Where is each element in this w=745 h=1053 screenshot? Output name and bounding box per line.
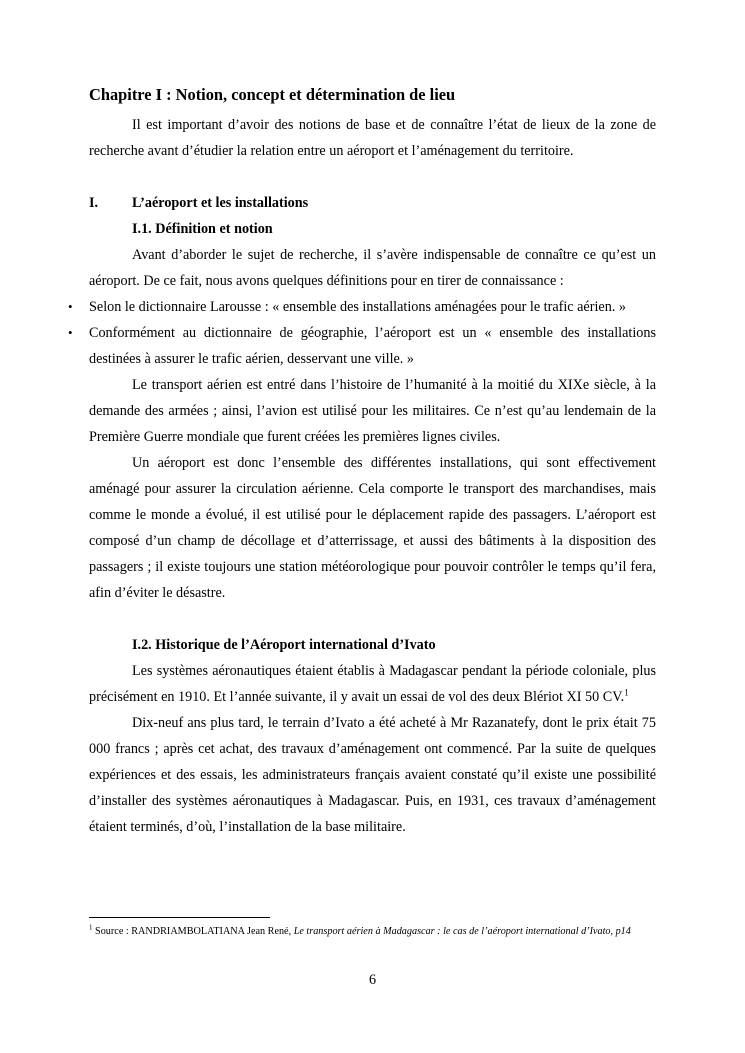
intro-paragraph: Il est important d’avoir des notions de base et de connaître l’état de lieux de la zone de recherche avant d’étudier la relation entre un aéroport et l’aménagement du territoire. (89, 117, 656, 159)
section-heading (89, 190, 656, 216)
bullet-icon: • (68, 299, 73, 314)
list-item (68, 294, 656, 320)
subsection-title-definition: I.1. Définition et notion (132, 221, 273, 237)
colonial-text: Les systèmes aéronautiques étaient établis à Madagascar pendant la période coloniale, plus précisément en 1910. Et l’année suivante, il y avait un essai de vol des deux Blériot XI 50 CV. (89, 663, 656, 705)
history-paragraph: Le transport aérien est entré dans l’histoire de l’humanité à la moitié du XIXe siècle, à la demande des armées ; ainsi, l’avion est utilisé pour les militaires. Ce n’est qu’au lendemain de la Première Guerre mondiale que furent créées les premières lignes civiles. (89, 377, 656, 445)
footnote-number: 1 (89, 923, 93, 932)
airport-paragraph: Un aéroport est donc l’ensemble des différentes installations, qui sont effectivement aménagé pour assurer la circulation aérienne. Cela comporte le transport des marchandises, mais comme le monde a évolué, il est utilisé pour le déplacement rapide des passagers. L’aéroport est composé d’un champ de décollage et d’atterrissage, et aussi des bâtiments à la disposition des passagers ; il existe toujours une station météorologique pour pouvoir contrôler le temps qu’il fera, afin d’éviter le désastre. (89, 455, 656, 601)
footnote-title: Le transport aérien à Madagascar : le cas de l’aéroport international d’Ivato, p14 (293, 926, 631, 937)
section-number: I. (89, 195, 99, 211)
page-body (68, 84, 656, 840)
bullet-icon: • (68, 325, 73, 340)
ivato-paragraph: Dix-neuf ans plus tard, le terrain d’Ivato a été acheté à Mr Razanatefy, dont le prix était 75 000 francs ; après cet achat, des travaux d’aménagement ont commencé. Par la suite de quelques expériences et des essais, les administrateurs français avaient constaté qu’il existe une possibilité d’installer des systèmes aéronautiques à Madagascar. Puis, en 1931, ces travaux d’aménagement étaient terminés, d’où, l’installation de la base militaire. (89, 715, 656, 835)
definition-paragraph: Avant d’aborder le sujet de recherche, il s’avère indispensable de connaître ce qu’est un aéroport. De ce fait, nous avons quelques définitions pour en tirer de connaissance : (89, 247, 656, 289)
footnote (89, 924, 656, 940)
subsection-title-history: I.2. Historique de l’Aéroport international d’Ivato (132, 637, 436, 653)
chapter-title: Chapitre I : Notion, concept et détermination de lieu (89, 85, 456, 104)
footnote-source: Source : RANDRIAMBOLATIANA Jean René, (92, 926, 294, 937)
list-item-text: Selon le dictionnaire Larousse : « ensemble des installations aménagées pour le trafic aérien. » (89, 299, 626, 315)
colonial-paragraph (89, 658, 656, 710)
page-number: 6 (368, 972, 377, 988)
spacer (89, 164, 656, 190)
footnote-reference[interactable]: 1 (624, 687, 629, 698)
list-item-text: Conformément au dictionnaire de géographie, l’aéroport est un « ensemble des installations destinées à assurer le trafic aérien, desservant une ville. » (89, 325, 656, 367)
spacer (89, 606, 656, 632)
definition-list (68, 294, 656, 372)
section-title: L’aéroport et les installations (132, 195, 309, 211)
list-item (68, 320, 656, 372)
footnote-separator (89, 917, 270, 918)
